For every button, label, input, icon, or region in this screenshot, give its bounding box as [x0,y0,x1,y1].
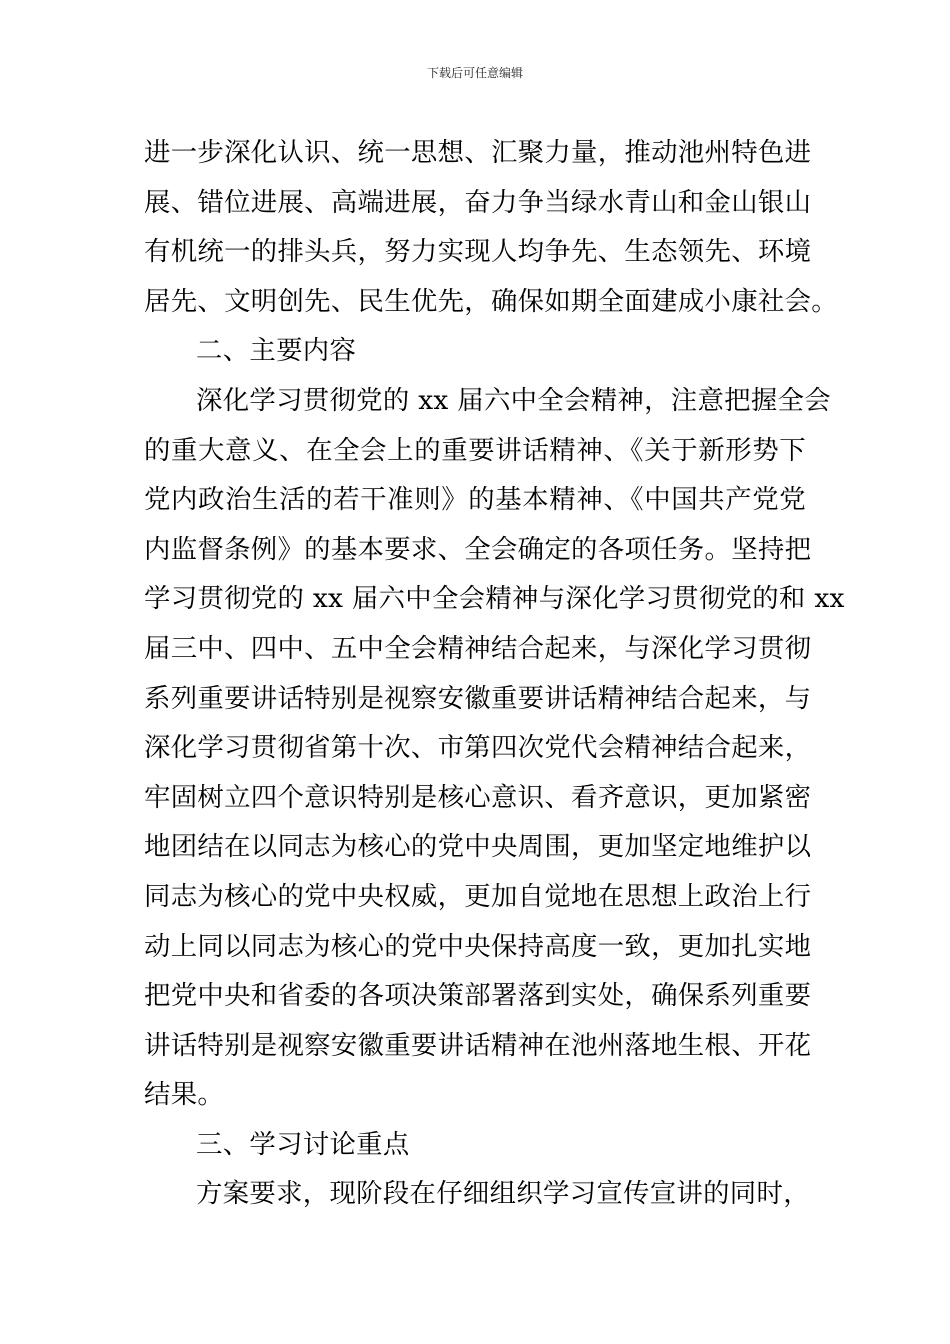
text-line: 结果。 [144,1079,225,1111]
text-line: 深化学习贯彻党的 xx 届六中全会精神，注意把握全会 [196,384,831,416]
text-line: 届三中、四中、五中全会精神结合起来，与深化学习贯彻 [144,632,812,664]
body-text [144,128,845,1219]
text-line: 动上同以同志为核心的党中央保持高度一致，更加扎实地 [144,930,812,962]
text-line: 同志为核心的党中央权威，更加自觉地在思想上政治上行 [144,880,812,912]
text-line: 牢固树立四个意识特别是核心意识、看齐意识，更加紧密 [144,781,812,813]
text-line: 党内政治生活的若干准则》的基本精神、《中国共产党党 [144,484,806,516]
text-line: 深化学习贯彻省第十次、市第四次党代会精神结合起来， [144,732,812,764]
section-heading-main-content: 二、主要内容 [196,335,357,367]
text-line: 的重大意义、在全会上的重要讲话精神、《关于新形势下 [144,434,806,466]
text-line: 学习贯彻党的 xx 届六中全会精神与深化学习贯彻党的和 xx [144,583,845,615]
text-line: 居先、文明创先、民生优先，确保如期全面建成小康社会。 [144,285,838,317]
page-header: 下载后可任意编辑 [426,66,523,80]
text-line: 系列重要讲话特别是视察安徽重要讲话精神结合起来，与 [144,682,812,714]
section-heading-study-focus: 三、学习讨论重点 [196,1128,410,1160]
text-line: 把党中央和省委的各项决策部署落到实处，确保系列重要 [144,980,812,1012]
text-line: 方案要求，现阶段在仔细组织学习宣传宣讲的同时， [196,1178,810,1210]
text-line: 有机统一的排头兵，努力实现人均争先、生态领先、环境 [144,236,812,268]
text-line: 地团结在以同志为核心的党中央周围，更加坚定地维护以 [144,831,812,863]
text-line: 内监督条例》的基本要求、全会确定的各项任务。坚持把 [144,533,812,565]
text-line: 展、错位进展、高端进展，奋力争当绿水青山和金山银山 [144,186,812,218]
text-line: 讲话特别是视察安徽重要讲话精神在池州落地生根、开花 [144,1029,812,1061]
text-line: 进一步深化认识、统一思想、汇聚力量，推动池州特色进 [144,137,812,168]
